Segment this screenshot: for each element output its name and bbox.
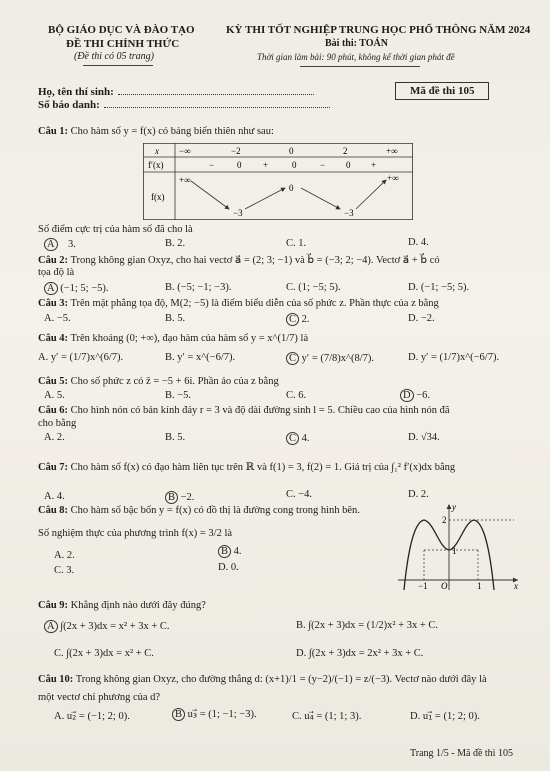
q1-arrow-1 <box>191 181 229 209</box>
q4-stem: Câu 4: Trên khoảng (0; +∞), đạo hàm của hàm số y = x^(1/7) là <box>38 333 309 344</box>
time-note: Thời gian làm bài: 90 phút, không kể thời gian phát đề <box>257 52 455 62</box>
q1-arrow-2 <box>245 188 285 209</box>
q2-option-a[interactable]: A (−1; 5; −5). <box>44 282 109 295</box>
q9-option-d[interactable]: D. ∫(2x + 3)dx = 2x² + 3x + C. <box>296 648 424 659</box>
q1-variation-table <box>143 143 413 220</box>
q4-option-a[interactable]: A. y′ = (1/7)x^(6/7). <box>38 352 124 363</box>
q8-option-c[interactable]: C. 3. <box>54 565 75 576</box>
exam-code-box: Mã đề thi 105 <box>395 82 489 100</box>
q2-option-b[interactable]: B. (−5; −1; −3). <box>165 282 232 293</box>
q8-stem-cont: Số nghiệm thực của phương trình f(x) = 3/2 là <box>38 528 233 539</box>
q1-x-0: −∞ <box>179 146 191 156</box>
q1-f-4: +∞ <box>387 173 399 183</box>
q8-y-label: y <box>452 502 456 512</box>
q7-option-c[interactable]: C. −4. <box>286 489 313 500</box>
q1-sign-5: 0 <box>346 160 351 170</box>
q10-option-c[interactable]: C. u₄⃗ = (1; 1; 3). <box>292 711 362 722</box>
q9-option-a[interactable]: A ∫(2x + 3)dx = x² + 3x + C. <box>44 620 170 633</box>
q1-sign-6: + <box>371 160 377 170</box>
q2-option-d[interactable]: D. (−1; −5; 5). <box>408 282 470 293</box>
q1-option-d[interactable]: D. 4. <box>408 237 429 248</box>
exam-subject: Bài thi: TOÁN <box>325 38 388 49</box>
q5-option-c[interactable]: C. 6. <box>286 390 307 401</box>
q6-option-c[interactable]: C 4. <box>286 432 310 445</box>
q10-option-b[interactable]: B u₃⃗ = (1; −1; −3). <box>172 708 257 721</box>
q8-y-tick-2: 2 <box>442 515 447 525</box>
candidate-id-label: Số báo danh: <box>38 99 330 111</box>
q5-stem: Câu 5: Cho số phức z có z̄ = −5 + 6i. Phần ảo của z bằng <box>38 376 279 387</box>
q1-x-4: +∞ <box>386 146 398 156</box>
q3-stem: Câu 3: Trên mặt phẳng tọa độ, M(2; −5) là điểm biểu diễn của số phức z. Phần thực của z bằng <box>38 298 439 309</box>
page-footer: Trang 1/5 - Mã đề thi 105 <box>410 748 513 759</box>
q1-sign-4: − <box>320 160 326 170</box>
q5-option-a[interactable]: A. 5. <box>44 390 65 401</box>
q6-option-d[interactable]: D. √34. <box>408 432 440 443</box>
q1-arrow-3 <box>301 188 340 209</box>
q7-option-a[interactable]: A. 4. <box>44 491 65 502</box>
ministry-name: BỘ GIÁO DỤC VÀ ĐÀO TẠO <box>48 24 195 36</box>
q1-derivative-label: f′(x) <box>148 160 164 170</box>
q4-option-d[interactable]: D. y′ = (1/7)x^(−6/7). <box>408 352 500 363</box>
q1-question: Số điểm cực trị của hàm số đã cho là <box>38 224 193 235</box>
q8-graph <box>394 500 526 592</box>
q9-option-b[interactable]: B. ∫(2x + 3)dx = (1/2)x² + 3x + C. <box>296 620 438 631</box>
q10-stem-cont: một vectơ chỉ phương của d? <box>38 692 161 703</box>
q7-option-b[interactable]: B −2. <box>165 491 194 504</box>
q5-option-d[interactable]: D −6. <box>400 389 430 402</box>
q6-stem-cont: cho bằng <box>38 418 77 429</box>
q3-option-c[interactable]: C 2. <box>286 313 310 326</box>
q1-x-label: x <box>155 146 159 156</box>
q8-option-a[interactable]: A. 2. <box>54 550 75 561</box>
q1-option-b[interactable]: B. 2. <box>165 238 186 249</box>
q8-origin: O <box>441 581 448 591</box>
q8-y-tick-1: 1 <box>452 546 457 556</box>
q1-sign-0: − <box>209 160 215 170</box>
q3-option-b[interactable]: B. 5. <box>165 313 186 324</box>
q1-option-a[interactable]: A 3. <box>44 238 76 251</box>
q5-option-b[interactable]: B. −5. <box>165 390 192 401</box>
q1-option-c[interactable]: C. 1. <box>286 238 307 249</box>
q8-option-b[interactable]: B 4. <box>218 545 242 558</box>
q2-stem: Câu 2: Trong không gian Oxyz, cho hai vectơ a⃗ = (2; 3; −1) và b⃗ = (−3; 2; −4). Vectơ a⃗ + b⃗ có <box>38 255 440 266</box>
q8-x-label: x <box>514 581 518 591</box>
q1-f-2: 0 <box>289 183 294 193</box>
q9-stem: Câu 9: Khẳng định nào dưới đây đúng? <box>38 600 206 611</box>
q3-option-d[interactable]: D. −2. <box>408 313 435 324</box>
q2-stem-cont: tọa độ là <box>38 267 75 278</box>
q7-option-d[interactable]: D. 2. <box>408 489 429 500</box>
header-divider-left <box>83 65 153 66</box>
q1-x-2: 0 <box>289 146 294 156</box>
q3-option-a[interactable]: A. −5. <box>44 313 71 324</box>
q6-option-b[interactable]: B. 5. <box>165 432 186 443</box>
exam-title: KỲ THI TỐT NGHIỆP TRUNG HỌC PHỔ THÔNG NĂM 2024 <box>226 24 531 36</box>
q8-option-d[interactable]: D. 0. <box>218 562 239 573</box>
q8-stem: Câu 8: Cho hàm số bậc bốn y = f(x) có đồ thị là đường cong trong hình bên. <box>38 505 360 516</box>
q9-option-c[interactable]: C. ∫(2x + 3)dx = x² + C. <box>54 648 154 659</box>
q6-option-a[interactable]: A. 2. <box>44 432 65 443</box>
q1-sign-2: + <box>263 160 269 170</box>
q1-x-3: 2 <box>343 146 348 156</box>
q1-x-1: −2 <box>231 146 241 156</box>
candidate-name-label: Họ, tên thí sinh: <box>38 86 314 98</box>
header-divider-right <box>300 66 420 67</box>
q1-function-label: f(x) <box>151 192 165 202</box>
q10-stem: Câu 10: Trong không gian Oxyz, cho đường thẳng d: (x+1)/1 = (y−2)/(−1) = z/(−3). Vectơ nào dưới đây là <box>38 674 487 685</box>
q8-x-tick-1: 1 <box>477 581 482 591</box>
q1-f-0: +∞ <box>179 175 191 185</box>
q6-stem: Câu 6: Cho hình nón có bán kính đáy r = 3 và độ dài đường sinh l = 5. Chiều cao của hình nón đã <box>38 405 450 416</box>
q1-arrow-4 <box>356 180 386 209</box>
q1-stem: Câu 1: Cho hàm số y = f(x) có bảng biến thiên như sau: <box>38 126 274 137</box>
q10-option-a[interactable]: A. u₂⃗ = (−1; 2; 0). <box>54 711 130 722</box>
q1-f-3: −3 <box>344 208 354 218</box>
q1-sign-1: 0 <box>237 160 242 170</box>
official-label: ĐỀ THI CHÍNH THỨC <box>66 38 180 50</box>
q4-option-c[interactable]: C y′ = (7/8)x^(8/7). <box>286 352 374 365</box>
q4-option-b[interactable]: B. y′ = x^(−6/7). <box>165 352 236 363</box>
pages-note: (Đề thi có 05 trang) <box>74 51 154 62</box>
q8-x-tick-neg1: −1 <box>418 581 428 591</box>
q7-stem: Câu 7: Cho hàm số f(x) có đạo hàm liên tục trên ℝ và f(1) = 3, f(2) = 1. Giá trị của ∫₁² f′(x)dx bằng <box>38 462 456 473</box>
q1-f-1: −3 <box>233 208 243 218</box>
q2-option-c[interactable]: C. (1; −5; 5). <box>286 282 341 293</box>
q1-sign-3: 0 <box>292 160 297 170</box>
q10-option-d[interactable]: D. u₁⃗ = (1; 2; 0). <box>410 711 480 722</box>
